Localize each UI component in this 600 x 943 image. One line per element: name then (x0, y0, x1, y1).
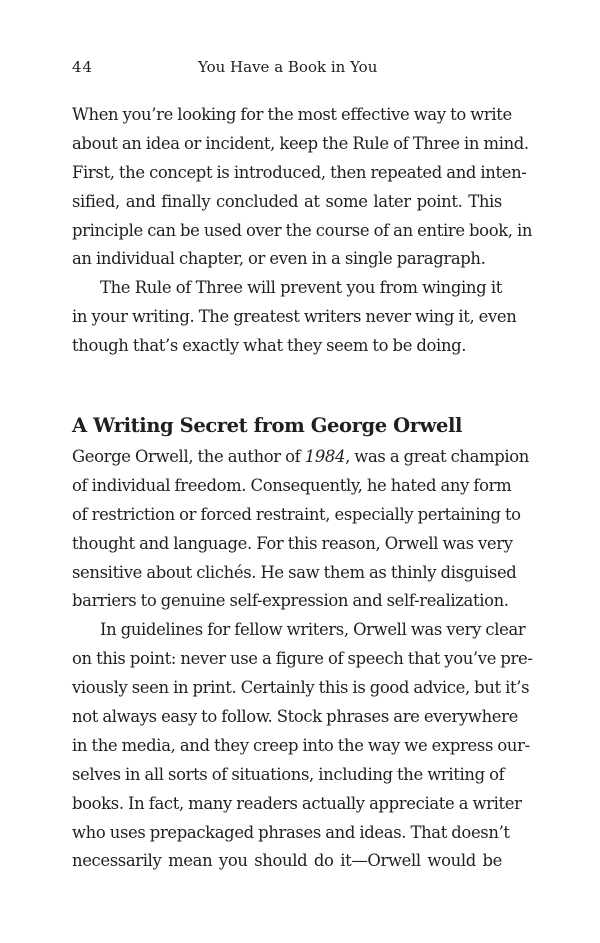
text-fragment: , was a great champion (345, 447, 530, 466)
text-line: selves in all sorts of situations, including the writing of (72, 764, 505, 784)
text-fragment: George Orwell, the author of (72, 447, 305, 466)
text-line: sified, and finally concluded at some later point. This (72, 191, 502, 211)
text-line: an individual chapter, or even in a single paragraph. (72, 249, 486, 269)
text-line: who uses prepackaged phrases and ideas. That doesn’t (72, 822, 510, 842)
text-line: not always easy to follow. Stock phrases are everywhere (72, 707, 518, 727)
text-line: barriers to genuine self-expression and self-realization. (72, 591, 509, 611)
text-line: The Rule of Three will prevent you from winging it (100, 278, 502, 298)
intro-paragraphs (72, 101, 533, 361)
text-line: In guidelines for fellow writers, Orwell was very clear (100, 620, 526, 640)
text-line (72, 443, 530, 472)
text-line: viously seen in print. Certainly this is good advice, but it’s (72, 678, 530, 698)
section-heading: A Writing Secret from George Orwell (72, 414, 463, 437)
text-line: of individual freedom. Consequently, he hated any form (72, 475, 512, 495)
text-line: of restriction or forced restraint, especially pertaining to (72, 504, 521, 524)
text-line: When you’re looking for the most effective way to write (72, 105, 512, 124)
text-line: though that’s exactly what they seem to be doing. (72, 336, 467, 356)
text-line: about an idea or incident, keep the Rule of Three in mind. (72, 133, 529, 153)
book-title: 1984 (304, 447, 346, 466)
text-line: in the media, and they creep into the way we express our- (72, 735, 530, 755)
text-line: in your writing. The greatest writers never wing it, even (72, 307, 517, 327)
text-line: sensitive about clichés. He saw them as thinly disguised (72, 562, 517, 582)
text-line: books. In fact, many readers actually appreciate a writer (72, 793, 522, 813)
section-paragraphs (72, 443, 533, 876)
running-title: You Have a Book in You (198, 58, 378, 76)
page-number: 44 (72, 58, 94, 76)
text-line: First, the concept is introduced, then repeated and inten- (72, 162, 527, 182)
running-head (72, 56, 502, 78)
text-line: on this point: never use a figure of speech that you’ve pre- (72, 649, 533, 669)
text-line: principle can be used over the course of an entire book, in (72, 220, 533, 240)
text-line: necessarily mean you should do it—Orwell would be (72, 851, 502, 871)
text-line: thought and language. For this reason, Orwell was very (72, 533, 513, 553)
